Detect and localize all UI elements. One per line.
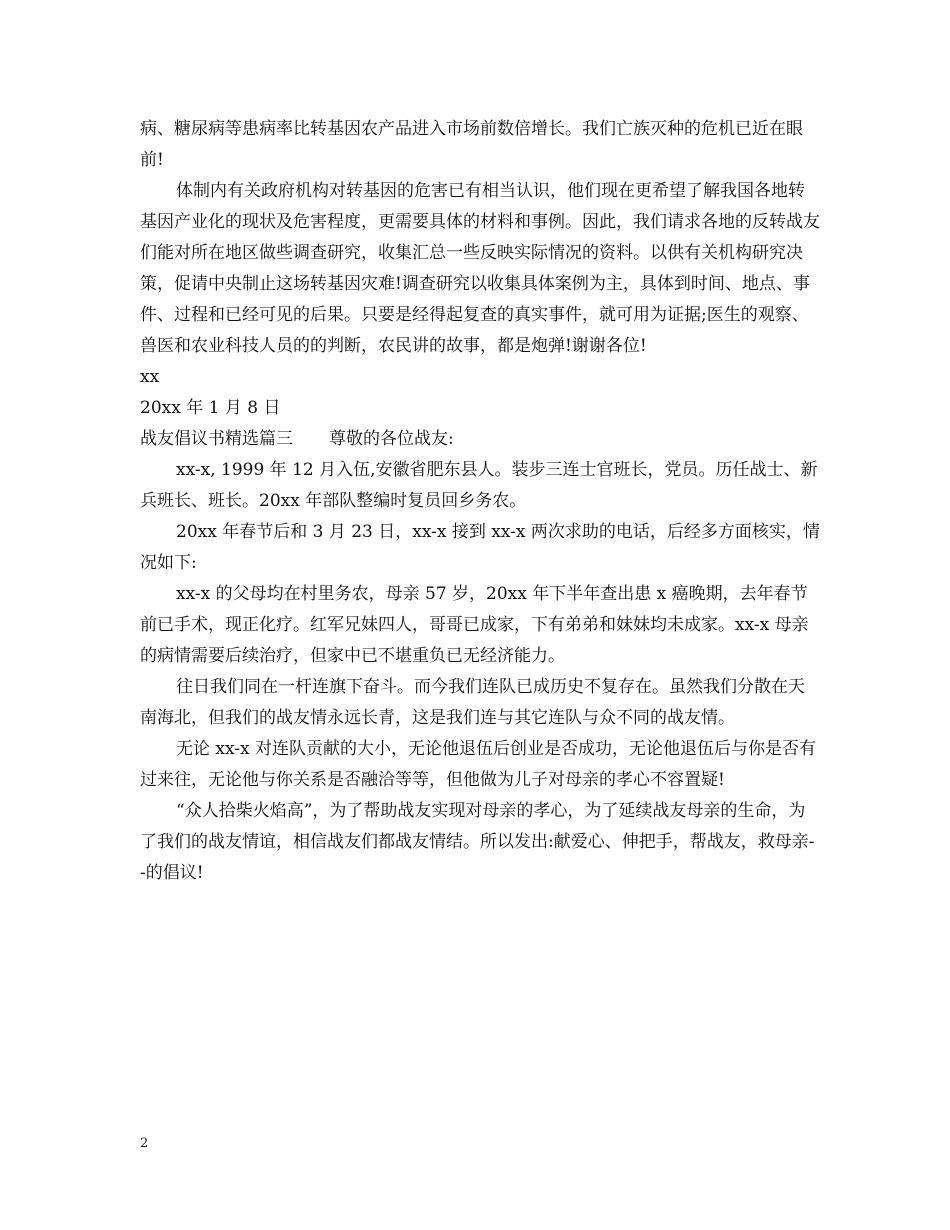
document-body [140,114,820,889]
paragraph: 无论 xx-x 对连队贡献的大小，无论他退伍后创业是否成功，无论他退伍后与你是否有过来往，无论他与你关系是否融洽等等，但他做为儿子对母亲的孝心不容置疑! [140,739,817,790]
paragraph: 往日我们同在一杆连旗下奋斗。而今我们连队已成历史不复存在。虽然我们分散在天南海北，但我们的战友情永远长青，这是我们连与其它连队与众不同的战友情。 [140,677,805,728]
signature-name: xx [140,367,160,387]
section-title: 战友倡议书精选篇三 [140,429,293,449]
signature-date: 20xx 年 1 月 8 日 [140,398,281,418]
page-number: 2 [140,1136,149,1151]
paragraph: 体制内有关政府机构对转基因的危害已有相当认识，他们现在更希望了解我国各地转基因产业化的现状及危害程度，更需要具体的材料和事例。因此，我们请求各地的反转战友们能对所在地区做些调查研究，收集汇总一些反映实际情况的资料。以供有关机构研究决策，促请中央制止这场转基因灾难!调查研究以收集具体案例为主，具体到时间、地点、事件、过程和已经可见的后果。只要是经得起复查的真实事件，就可用为证据;医生的观察、兽医和农业科技人员的的判断，农民讲的故事，都是炮弹!谢谢各位! [140,181,820,356]
paragraph: “众人拾柴火焰高”，为了帮助战友实现对母亲的孝心，为了延续战友母亲的生命，为了我们的战友情谊，相信战友们都战友情结。所以发出:献爱心、伸把手，帮战友，救母亲--的倡议! [140,801,815,883]
section-heading-line [140,424,820,455]
paragraph: xx-x, 1999 年 12 月入伍,安徽省肥东县人。装步三连士官班长，党员。历任战士、新兵班长、班长。20xx 年部队整编时复员回乡务农。 [140,460,818,511]
paragraph: 20xx 年春节后和 3 月 23 日，xx-x 接到 xx-x 两次求助的电话，后经多方面核实，情况如下: [140,522,820,573]
paragraph: 病、糖尿病等患病率比转基因农产品进入市场前数倍增长。我们亡族灭种的危机已近在眼前! [140,119,803,170]
salutation: 尊敬的各位战友: [329,429,454,449]
paragraph: xx-x 的父母均在村里务农，母亲 57 岁，20xx 年下半年查出患 x 癌晚期，去年春节前已手术，现正化疗。红军兄妹四人，哥哥已成家，下有弟弟和妹妹均未成家。xx-x 母亲的病情需要后续治疗，但家中已不堪重负已无经济能力。 [140,584,809,666]
